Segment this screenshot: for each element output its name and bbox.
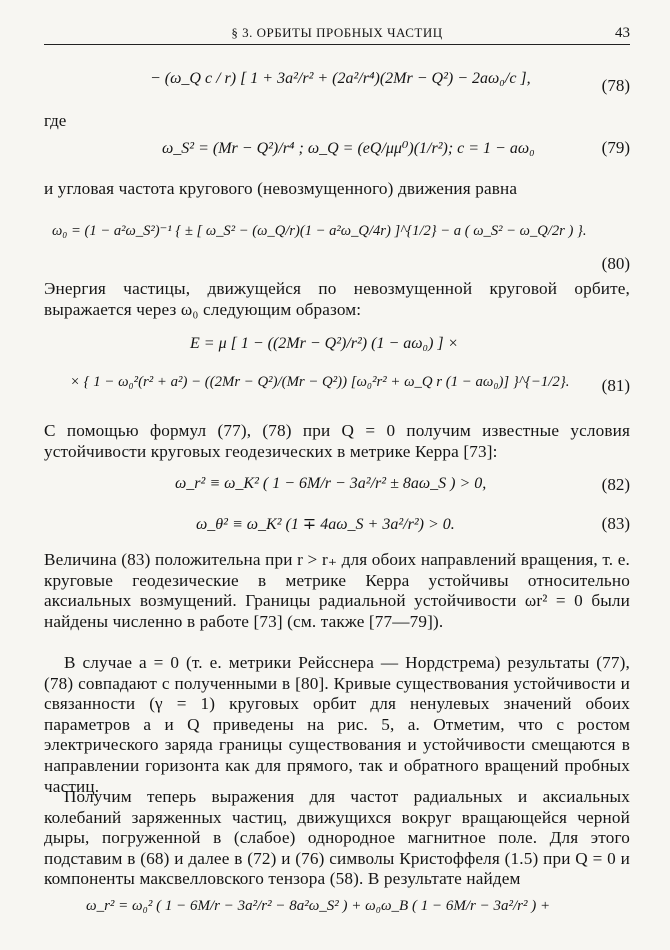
equation-number-83: (83) — [601, 514, 630, 533]
paragraph-frequencies: Получим теперь выражения для частот радиальных и аксиальных колебаний заряженных частиц, движущихся вокруг вращающейся черной дыры, погруженной в (слабое) однородное магнитное поле. Для этого подставим в (68) и далее в (72) и (76) символы Кристоффеля (1.5) при Q = 0 и компоненты максвелловского тензора (58). В результате найдем — [44, 787, 630, 889]
paragraph-energy: Энергия частицы, движущейся по невозмущенной круговой орбите, выражается через ω₀ следующим образом: — [44, 279, 630, 319]
equation-number-78: (78) — [601, 76, 630, 95]
page-number: 43 — [615, 25, 630, 41]
equation-81-line2: × { 1 − ω₀²(r² + a²) − ((2Mr − Q²)/(Mr − Q²)) [ω₀²r² + ω_Q r (1 − aω₀)] }^{−1/2}. — [70, 374, 570, 390]
equation-number-80: (80) — [601, 254, 630, 273]
equation-79: ω_S² = (Mr − Q²)/r⁴ ; ω_Q = (eQ/μμ⁰)(1/r²); c = 1 − aω₀ — [162, 140, 535, 157]
paragraph-angular-frequency: и угловая частота кругового (невозмущенного) движения равна — [44, 179, 518, 198]
page-header — [44, 22, 630, 45]
equation-omega-r: ω_r² = ω₀² ( 1 − 6M/r − 3a²/r² − 8a²ω_S² ) + ω₀ω_B ( 1 − 6M/r − 3a²/r² ) + — [86, 898, 551, 914]
equation-78: − (ω_Q c / r) [ 1 + 3a²/r² + (2a²/r⁴)(2Mr − Q²) − 2aω₀/c ], — [150, 70, 531, 87]
equation-number-81: (81) — [601, 376, 630, 395]
paragraph-reissner-nordstrom: В случае a = 0 (т. е. метрики Рейсснера — Нордстрема) результаты (77), (78) совпадают с полученными в [80]. Кривые существования устойчивости и связанности (γ = 1) круговых орбит для ненулевых значений обоих параметров a и Q приведены на рис. 5, а. Отметим, что с ростом электрического заряда границы существования и устойчивости смещаются в направлении горизонта как для прямого, так и обратного вращений пробных частиц. — [44, 653, 630, 796]
equation-number-79: (79) — [601, 138, 630, 157]
running-title: § 3. ОРБИТЫ ПРОБНЫХ ЧАСТИЦ — [231, 25, 443, 40]
paragraph-stability-kerr: С помощью формул (77), (78) при Q = 0 получим известные условия устойчивости круговых геодезических в метрике Керра [73]: — [44, 421, 630, 461]
paragraph-value-83: Величина (83) положительна при r > r₊ для обоих направлений вращения, т. е. круговые геодезические в метрике Керра устойчивы относительно аксиальных возмущений. Границы радиальной устойчивости ωr² = 0 были найдены численно в работе [73] (см. также [77—79]). — [44, 550, 630, 631]
word-gde: где — [44, 111, 67, 130]
equation-80: ω₀ = (1 − a²ω_S²)⁻¹ { ± [ ω_S² − (ω_Q/r)(1 − a²ω_Q/4r) ]^{1/2} − a ( ω_S² − ω_Q/2r ) }. — [52, 223, 587, 239]
equation-number-82: (82) — [601, 475, 630, 494]
equation-82: ω_r² ≡ ω_K² ( 1 − 6M/r − 3a²/r² ± 8aω_S ) > 0, — [175, 475, 487, 492]
equation-81-line1: E = μ [ 1 − ((2Mr − Q²)/r²) (1 − aω₀) ] × — [190, 335, 459, 352]
equation-83: ω_θ² ≡ ω_K² (1 ∓ 4aω_S + 3a²/r²) > 0. — [196, 516, 455, 533]
